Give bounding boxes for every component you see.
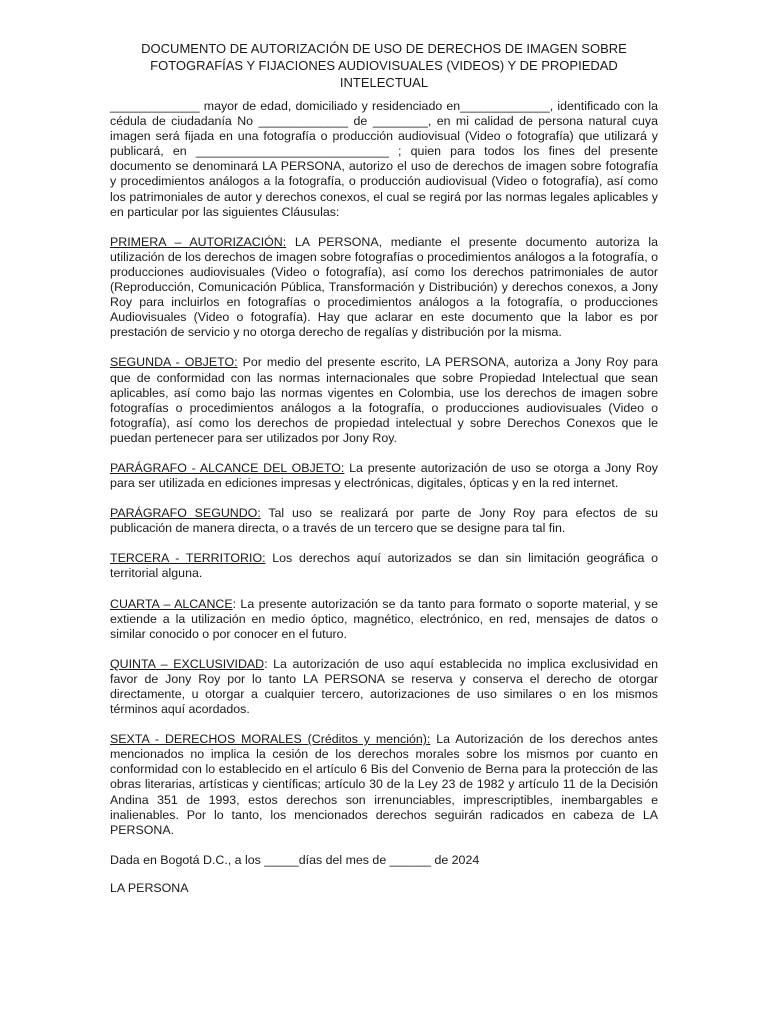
clause-heading: TERCERA - TERRITORIO: — [110, 551, 266, 566]
intro-paragraph: _____________ mayor de edad, domiciliado y residenciado en_____________, identificado con la cédula de ciudadanía No _____________ de ________, en mi calidad de persona natural cuya imagen será fijada en una fotografía o producción audiovisual (Video o fotografía) que utilizará y publicará, en ____________________________ ; quien para todos los fines del presente documento se denominará LA PERSONA, autorizo el uso de derechos de imagen sobre fotografía y procedimientos análogos a la fotografía, o producción audiovisual (Video o fotografía), así como los patrimoniales de autor y derechos conexos, el cual se regirá por las normas legales aplicables y en particular por las siguientes Cláusulas: — [110, 99, 658, 219]
clause-text: Los derechos aquí autorizados se dan sin limitación geográfica o territorial alguna. — [110, 551, 659, 581]
clause-sexta — [110, 732, 658, 838]
clause-heading: PARÁGRAFO SEGUNDO: — [110, 506, 261, 521]
clause-text: : La presente autorización se da tanto para formato o soporte material, y se extiende a la utilización en medio óptico, magnético, electrónico, en red, mensajes de datos o similar conocido o por conocer en el futuro. — [110, 596, 658, 641]
clause-heading: SEXTA - DERECHOS MORALES (Créditos y mención): — [110, 732, 431, 747]
clause-heading: PARÁGRAFO - ALCANCE DEL OBJETO: — [110, 460, 345, 475]
clause-primera — [110, 235, 658, 341]
dated-line: Dada en Bogotá D.C., a los _____días del mes de ______ de 2024 — [110, 852, 480, 867]
clause-heading: PRIMERA – AUTORIZACIÓN: — [110, 234, 287, 249]
clause-tercera — [110, 551, 658, 581]
clause-text: La Autorización de los derechos antes mencionados no implica la cesión de los derechos morales sobre los mismos por cuanto en conformidad con lo establecido en el artículo 6 Bis del Convenio de Berna para la protección de las obras literarias, artísticas y científicas; artículo 30 de la Ley 23 de 1982 y artículo 11 de la Decisión Andina 351 de 1993, estos derechos son irrenunciables, imprescriptibles, inembargables e inalienables. Por lo tanto, los mencionados derechos seguirán radicados en cabeza de LA PERSONA. — [110, 732, 659, 837]
clause-text: La presente autorización de uso se otorga a Jony Roy para ser utilizada en ediciones impresas y electrónicas, digitales, ópticas y en la red internet. — [110, 460, 658, 491]
clause-cuarta — [110, 597, 658, 642]
clause-segunda — [110, 355, 658, 446]
clause-paragrafo-segundo — [110, 506, 658, 536]
clause-heading: SEGUNDA - OBJETO: — [110, 355, 238, 370]
document-title: DOCUMENTO DE AUTORIZACIÓN DE USO DE DERECHOS DE IMAGEN SOBRE FOTOGRAFÍAS Y FIJACIONES AUDIOVISUALES (VIDEOS) Y DE PROPIEDAD INTELECTUAL — [141, 41, 627, 90]
clause-heading: CUARTA – ALCANCE — [110, 596, 233, 611]
document-page — [110, 40, 658, 911]
clause-quinta — [110, 657, 658, 717]
clause-paragrafo-alcance — [110, 461, 658, 491]
signature-label: LA PERSONA — [110, 880, 189, 895]
clause-text: LA PERSONA, mediante el presente documento autoriza la utilización de los derechos de imagen sobre fotografías o procedimientos análogos a la fotografía, o producciones audiovisuales (Video o fotografía), así como los derechos patrimoniales de autor (Reproducción, Comunicación Pública, Transformación y Distribución) y derechos conexos, a Jony Roy para incluirlos en fotografías o procedimientos análogos a la fotografía, o producciones Audiovisuales (Video o fotografía). Hay que aclarar en este documento que la labor es por prestación de servicio y no otorga derecho de regalías y distribución por la misma. — [110, 234, 658, 340]
clause-heading: QUINTA – EXCLUSIVIDAD — [110, 656, 265, 671]
clause-text: Tal uso se realizará por parte de Jony Roy para efectos de su publicación de manera directa, o a través de un tercero que se designe para tal fin. — [110, 506, 658, 536]
clause-text: : La autorización de uso aquí establecida no implica exclusividad en favor de Jony Roy por lo tanto LA PERSONA se reserva y conserva el derecho de otorgar directamente, u otorgar a cualquier tercero, autorizaciones de uso similares o en los mismos términos aquí acordados. — [110, 656, 659, 717]
clause-text: Por medio del presente escrito, LA PERSONA, autoriza a Jony Roy para que de conformidad con las normas internacionales que sobre Propiedad Intelectual que sean aplicables, así como bajo las normas vigentes en Colombia, use los derechos de imagen sobre fotografías o procedimientos análogos a la fotografía, o producciones audiovisuales (Video o fotografía), así como los derechos de propiedad intelectual y sobre Derechos Conexos que le puedan pertenecer para ser utilizados por Jony Roy. — [110, 355, 658, 445]
